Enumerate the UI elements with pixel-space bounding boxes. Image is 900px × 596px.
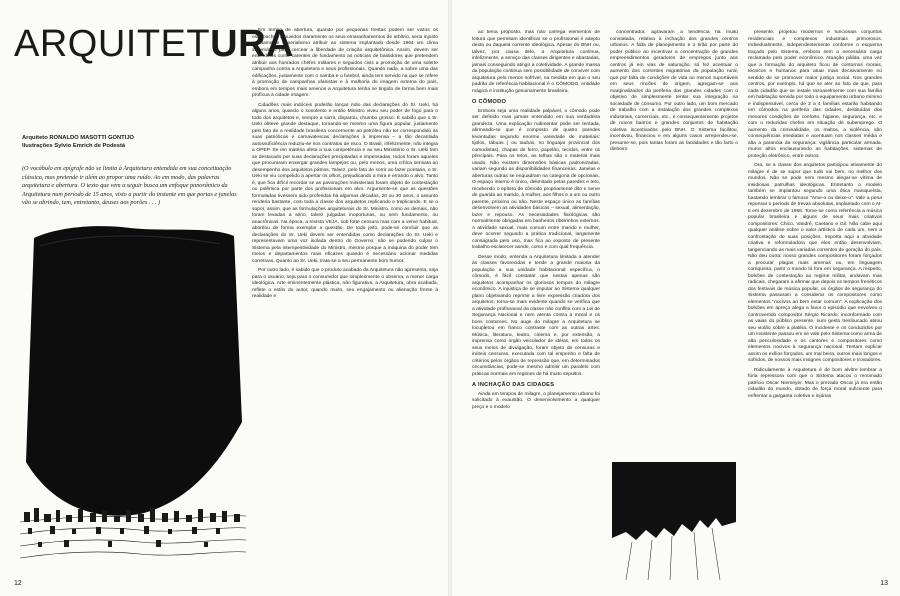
title-light-part: ARQUITET: [14, 23, 211, 65]
paragraph: ao tema proposto, mas não carrega elementos de leitura que permitam identificar se o profissional é adepto desta ou daquela corrente ideológica. Apesar do BNH ou, talvez, por causa dele, a Arquitetura continua, infelizmente, a serviço das classes dirigentes e abastadas, jamais conseguindo atingir a coletividade. A grande massa da população continua sem possibilidade de conviver com arquitetura pelo menos sofrível, na medida em que o seu padrão de referência habitacional é o CÔMODO, entidade mágica e institução genuinamente brasileira.: [472, 30, 600, 94]
title-bold-part: URA: [210, 23, 294, 65]
paragraph: Em tempo de abertura, quando por pequenas frestas podem ser vistos os estrebuchos e ouvidos claramente os seus emaranhamentos de arbítrio, seria injusto e altamente imperialismo atribuir ao sistema implantado desde 1964 um clima sistemático para cercear a liberdade de criação arquitetônica. Assim, devem ser entendidos como carentes de fundamento as notícias de bastidores que pretendem atribuir aos honrados chefes militares e seguidos civis a promoção de uma solerte campanha contra a Arquitetura e seus profissionais. Quando nada, a sobre uma das edificações, justamente com o samba e o futebol, ainda tem servido na que se refere à promoção de campanhas ufanistas e à malhoria do imagem externa do país, embora em tempos mais amenos a Arquitetura tenha se tingido de forma bem mais profícua à cidade imagem.: [252, 28, 438, 98]
section-heading-comodo: O CÔMODO: [472, 99, 507, 105]
illustrator-credit: Ilustrações Sylvio Emrich de Podestá: [22, 143, 126, 149]
credits: [22, 134, 134, 150]
illustration-jagged-figure: [612, 462, 736, 580]
body-column-right-3: [748, 30, 882, 580]
author-credit: Arquiteto RONALDO MASOTTI GONTIJO: [22, 135, 135, 141]
body-column-left-2: [252, 28, 438, 578]
body-column-right-1: [472, 30, 600, 580]
paragraph: Ora, se a classe dos arquitetos participou ativamente do milagre é de se supor que tudo vai bem, no melhor dos mundos. Não se pode nem mesmo alegar-se vítima de insidiosas patrulhas ideológicas. Entretanto o modelo também se implantou segundo uma ótica maniqueísta, bastando lembrar o famoso "Ame-o ou deixe-o". Vale a pena repensar o período de trevas absolutas, implantado com o AI-5 em dezembro de 1968. Torne-se como referência a música popular brasileira e alguns de seus mais criativos compositores: Chico, Vandré, Caetano e Gil. Não cabe aqui qualquer análise sobre o valor artístico de cada um, nem a confrontação de suas posições. Importa aqui a atividade criativa e reformuladora que eles então desenvolviam, tangenciando as mais variadas correntes de geração do país. Não deu outra: nosso grandes compositores foram forçados a procurar plagas mais amenas ou, em linguagem corriqueira, partir o mundo lá fora em segurança. A respeito, bolsões de contestação ao regime militar, andavam mas radicais, chegaram a afirmar que depois os tempos frenéticos dos festivais de música popular, os órgãos de segurança do Sistema passaram a considerar os compositores como elementos "nocivos ao bem estar comum". A explicação dos bolsões em apreço alega a favor o episódio que envolveu o controvertido compositor Sérgio Ricardo: inconformado com as vaias do público presente, num gesto tresloucado atirou seu violão sobre a platéia. O incidente e os conduzidos por um insistente passou em se vale pelo Sistema como arma de alta periculosidade e os cantores e compositores como elementos nocivos à segurança nacional. Tentam explicar assim os exílios forçados, um mal beira, outros mais longos e sofridos, de nossos mais insignes compositores e trovadores.: [748, 163, 882, 363]
paragraph: concentrador, agravaram a tendência há muito constatada, relativa à inchação dos grandes centros urbanos. A falta de planejamento e o tirão por parte do poder público ao incentivar a concentração de grandes empreendimentos geradores de empregos junto aos centros já em vias de saturação, só fez acentuar o aumento dos correntes migratórias da população rural, que por falta de condições de vida ao menos suportáveis em seus rincões de origem, agregam-se aos marginalizados da periferia das grandes cidades com o objetivo de simplesmente tentar sua integração na sociedade de consumo. Por outro lado, um bom mercado de trabalho com a instalação dos grandes complexos industriais, comerciais, etc., e consequentemente projetos de novos bairros e grandes conjuntos de habitação coletiva incentivados pelo BNH. O Sistema facilitou, incentivou, financiou e em alguns casos arrependeu-se, presume-se, pois tantas foram as facilidades e tão farto o dinheiro: [610, 30, 738, 152]
paragraph: Embora seja uma realidade palpável, o cômodo pode ser definido mas jamais entendido em sua verdadeira grandeza. Uma explicação rudimentar pode ser tentada, afirmando-se que é composto de quatro paredes levantadas segundo enorme variedade de materiais: tijolos, tábuas ( ou taubas, no linguajar provincial dos comodistas), chapas de ferro, papelão, tecidos, entre os principais. Para os tetos, as telhas são o material mais usado. Não existem dimensões básicas padronizadas, variam segundo as disponibilidades financeiras. Janelas e aberturas outras se enquadram na categoria de opcionais. O espaço interno é único, delimitado pelas paredes e teto, recebendo o epíteto de cômodo propriamente dito e serve de guarida ao marido, à mulher, aos filhos e a um ou outro parente, próximo ou não. Neste espaço único as famílias desenvolvem as atividades básicas – sexual, alimentação, lazer e repouso. As necessidades fisiológicas são normalmente obrigadas em banheiros ribeirinhos externos. A atividade sexual, mais comum entre marido e mulher, deve ocorrer segundo a prática tradicional, largamente consagrada pelo uso, mas fica ao exposto de presente trabalho esclarecer aonde, como e com qual frequência.: [472, 108, 600, 250]
paragraph: Ainda em tempos de milagre, o planejamento urbano foi solicitado à exaustão. O desenvolvimento a qualquer preço e o modelo: [472, 391, 600, 410]
body-column-right-2: [610, 30, 738, 466]
intro-paragraph: (O vocábulo em epígrafe não se limita à Arquitetura entendida em sua conceituação clássica, mas pretende ir além ao propor uma ruído. Ao em modo, das palavras arquitetura e abertura. O texto que vem a seguir busca um enfoque panorâmico da Arquitetura num período de 15 anos, visto a partir do instante em que portas e janelas vão se abrindo, tem, entretanto, deuses aos porões . . . ): [22, 165, 237, 206]
paragraph: presente, projetou modernos e funcionais conjuntos residenciais e complexos industriais primorosos. Individualmente, independentemente conforme o esquema traçado pelo Sistema, embora sem a necessária carga reclamada pelo poder econômico. Atuação pálida, uma vez que a formação do arquiteto ficou de contornos morais, técnicos e humanos para atuar mais decisivamente no sentido de se promover maior justiça social. Nos grandes centros, por exemplo, há que se ater ao fato de que, para cada cidadão que se instale razoavelmente com sua família em habitação servida por todo o equipamento urbano mínimo e indispensável, cerca de 3 a 4 famílias estarão habitando em cômodos na periferia das cidades, destituídas dos menores condições de conforto, higiene, segurança, etc. e com o reduzidas chefes em situação de subemprego. O aumento da criminalidade, os maltos, a violência, são consequências imediatas e acentuam nos classes média e alta a paranóia da segurança: vigilância particular armada, muros altos enclausurando as habitações, sistemas de proteção eletrônico, entre outros.: [748, 30, 882, 159]
right-page: [452, 0, 900, 596]
paragraph: Cidadões mais indóceis poderão lançar mão das declarações do Sr. Ueki, há alguns anos, quando o sonolento e então Ministro viveu seu poder de fogo para o todo dos arquitetos e, sempre a sorrir, disparou, chumbo grosso. É sabido que o Sr. Ueki obteve grande destaque, tornando-se mesmo uma figura popular, justamente pelo fato de a realidade brasileira concernente ao petróleo não ter correspondido às suas patrióticas e carnavalescas declarações à imprensa – a tão decantada autossuficiência reduziu-se nos contratos de risco. O Brasil, infelizmente, não integra a OPEP. Se em matéria afeta a sua competência e ao seu Ministério o Sr. Ueki tem se destacado por suas declarações precipitadas e impensadas, todos foram aqueles que procuraram enxergar grandes lampejos ou, pelo menos, uma crítica sensata ao desempenho dos arquitetos pátrios. Talvez, pelo fato de sorrir ao fazer pontaria, o Sr. Ueki se viu compelido a apertar os olhos, prejudicando a mira e errando o alvo. Tanto é, que fica difícil recordar se as pavorações ministeriais foram objeto de contestação ou polêmica por parte dos profissionais em alvo. Argumente-se que as questões formuladas tivessem sido proferidas há algumas décadas, 20 ou 30 anos, o assunto renderia bastante, com toda a classe dos arquitetos replicando e treplicando. E se o sopor, assim, que as formulações arquiteturais do Sr. Ministro, como as demais, não foram levadas a sério, talvez julgadas inoportunas, ou sem fundamento, ou anacrônicas. Na época, a revista VEJA, sob forte censura mas com a verve habitual, abordou de forma exemplar a questão. De todo jeito, pode-se concluir que as declarações do Sr. Ueki devem ser entendidas como declarações do Sr. Ueki e representavam uma voz isolada dentro do Governo, não se podendo culpar o Sistema pela intempestividade do Ministro, mesmo porque a máquina do poder tem meios e departamentos mais eficazes quando é necessário acionar medidas corretivas. Quanto ao Sr. Ueki, trata-se a seu permanente bom humor.: [252, 102, 438, 264]
page-number-right: 13: [880, 580, 888, 587]
paragraph: Desse modo, entenda a Arquitetura limitada a atender às classes favorecidas e tende a grande maioria da população a sua unidade habitacional específica, o cômodo, é fácil constatar que nestas apenas são arquitetos acompanhar os gloriosos tempos do milagre econômico. A injustiça de se imputar ao Sistema qualquer plano objetivando reprimir a livre expressão criadora dos arquitetos, torna-se mais evidente quando se verifica que a atividade profissional da classe não conflita com a Lei de Segurança Nacional e nem atenta contra a moral e os bons costumes. No auge do milagre a Arquitetura se locupletou em franco contraste com as outras artes. Música, literatura, teatro, cinema e, por extensão, a imprensa como órgão veiculador de idéias, em todos os seus meios de divulgação, foram objeto de censuras e inúteis censuras, executada com tal empenho e falta de critérios pelos órgãos de repressão que, em determinados circunstâncias, pode-se mesmo admitir um paralelo com práticas normais em regimes de há muito sepultos.: [472, 254, 600, 377]
left-page: [0, 0, 448, 596]
paragraph: Ridiculamente à Arquitetura é de bom alvitre lembrar a fúria repressora com que o Sistema atacou o renomado patrício Oscar Niemeyer. Mas o prezado Oscar já era então cidadão do mundo, dotado de força moral suficiente para enfrentar a garganta coletiva e injúrias: [748, 367, 882, 399]
paragraph: Por outro lado, é sabido que o produto acabado da Arquitetura não apresenta, seja para o usuário, seja para o consumidor que simplesmente o observa, a menor carga ideológica. Arte eminentemente plástica, não figurativa, a Arquitetura, obra acabada, reflete o estilo do autor, quando muito, seu engajamento ou alienação frente à realidade e: [252, 268, 438, 299]
page-number-left: 12: [14, 580, 22, 587]
section-heading-inchacao: A INCHAÇÃO DAS CIDADES: [472, 382, 555, 388]
illustration-dark-mass-over-city: [20, 222, 246, 574]
